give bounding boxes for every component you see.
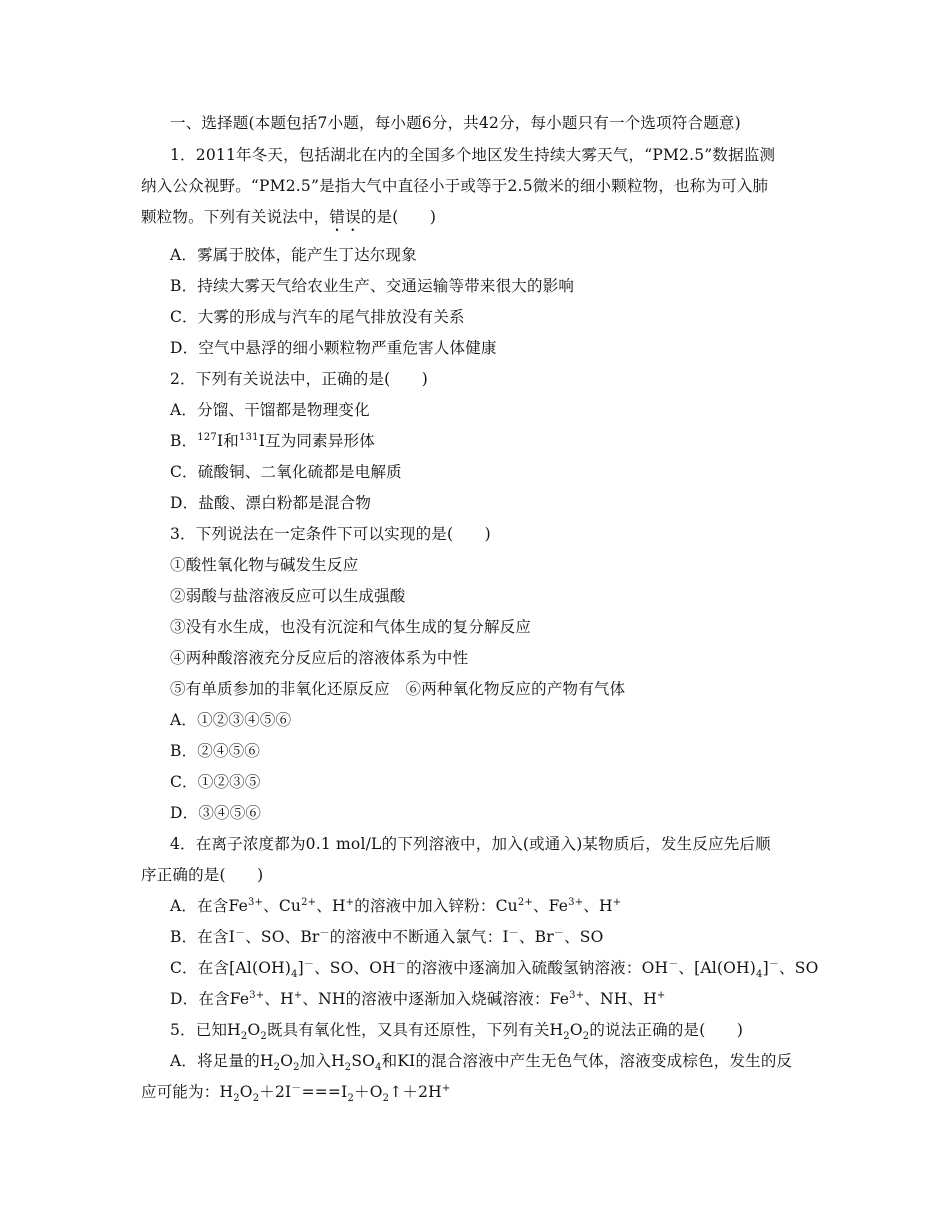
superscript: + [293, 989, 303, 1001]
formula-text-fragment: ↑＋2H [389, 1083, 442, 1101]
superscript: + [612, 896, 622, 908]
q4-option-a [170, 896, 621, 916]
q3-option-a: A．①②③④⑤⑥ [170, 711, 292, 729]
q1-emphasis-word: 错误 [329, 208, 361, 226]
formula-text-fragment: 、NH、H [584, 990, 657, 1008]
formula-text-fragment: O [247, 1021, 261, 1039]
formula-text-fragment: D．在含Fe [170, 990, 250, 1008]
formula-text-fragment: 、SO [564, 928, 604, 946]
subscript: 2 [563, 1031, 570, 1043]
q3-option-d: D．③④⑤⑥ [170, 804, 262, 822]
section-header: 一、选择题(本题包括7小题，每小题6分，共42分，每小题只有一个选项符合题意) [170, 114, 741, 132]
formula-text-fragment: 的溶液中逐滴加入硫酸氢钠溶液：OH [406, 959, 669, 977]
formula-text-fragment: O [239, 1083, 253, 1101]
subscript: 4 [375, 1062, 382, 1074]
q3-stem: 3．下列说法在一定条件下可以实现的是( ) [170, 525, 491, 543]
q1-stem-line-2: 纳入公众视野。“PM2.5”是指大气中直径小于或等于2.5微米的细小颗粒物，也称为可入肺 [141, 177, 769, 195]
superscript: － [768, 958, 780, 970]
formula-text-fragment: 、SO、Br [245, 928, 320, 946]
q2-option-b-text-end: I互为同素异形体 [258, 432, 375, 450]
subscript: 4 [756, 969, 763, 981]
q2-option-a: A．分馏、干馏都是物理变化 [170, 401, 370, 419]
q1-stem-text: 颗粒物。下列有关说法中， [141, 208, 330, 226]
q2-option-b-label: B． [170, 432, 198, 450]
formula-text-fragment: 、H [264, 990, 294, 1008]
subscript: 2 [252, 1093, 260, 1105]
formula-text-fragment: 、H [583, 897, 613, 915]
formula-text-fragment: ＋2I [259, 1083, 292, 1101]
q2-option-d: D．盐酸、漂白粉都是混合物 [170, 494, 372, 512]
subscript: 2 [240, 1031, 248, 1043]
formula-text-fragment: ] [762, 959, 769, 977]
formula-text-fragment: C．在含[Al(OH) [170, 959, 292, 977]
formula-text-fragment: 5．已知H [170, 1021, 241, 1039]
formula-text-fragment: 、Cu [263, 897, 302, 915]
formula-text-fragment: 的溶液中加入锌粉：Cu [354, 897, 518, 915]
q4-stem-line-2: 序正确的是( ) [141, 866, 264, 884]
subscript: 4 [291, 969, 298, 981]
formula-text-fragment: 、H [316, 897, 346, 915]
q5-stem [170, 1020, 744, 1043]
superscript: + [656, 989, 666, 1001]
q1-option-c: C．大雾的形成与汽车的尾气排放没有关系 [170, 308, 465, 326]
q1-stem-end: 的是( ) [360, 208, 437, 226]
formula-text-fragment: 、SO [779, 959, 819, 977]
q1-stem-line-1: 1．2011年冬天，包括湖北在内的全国多个地区发生持续大雾天气，“PM2.5”数据监测 [170, 146, 776, 164]
q3-option-b: B．②④⑤⑥ [170, 742, 261, 760]
superscript: + [345, 896, 355, 908]
q4-stem-line-1: 4．在离子浓度都为0.1 mol/L的下列溶液中，加入(或通入)某物质后，发生反应先后顺 [170, 835, 771, 853]
formula-text-fragment: 和KI的混合溶液中产生无色气体，溶液变成棕色，发生的反 [381, 1052, 793, 1070]
mass-number-131: 131 [239, 431, 259, 443]
formula-text-fragment: A．在含Fe [170, 897, 248, 915]
formula-text-fragment: 、NH的溶液中逐渐加入烧碱溶液：Fe [302, 990, 570, 1008]
superscript: 2+ [301, 896, 317, 908]
formula-text-fragment: 既具有氧化性，又具有还原性，下列有关H [266, 1021, 564, 1039]
formula-text-fragment: 应可能为：H [141, 1083, 234, 1101]
superscript: 2+ [517, 896, 533, 908]
q1-option-b: B．持续大雾天气给农业生产、交通运输等带来很大的影响 [170, 277, 575, 295]
superscript: － [319, 927, 330, 939]
subscript: 2 [260, 1031, 267, 1043]
subscript: 2 [582, 1031, 590, 1043]
q4-option-b [170, 927, 604, 947]
q5-option-a-line-1 [170, 1051, 793, 1074]
subscript: 2 [344, 1062, 352, 1074]
formula-text-fragment: 加入H [299, 1052, 345, 1070]
superscript: － [553, 927, 565, 939]
q3-item-5-6: ⑤有单质参加的非氧化还原反应 ⑥两种氧化物反应的产物有气体 [170, 680, 626, 698]
formula-text-fragment: 、SO、OH [314, 959, 396, 977]
formula-text-fragment: 、Fe [532, 897, 569, 915]
q1-stem-line-3 [141, 207, 436, 235]
formula-text-fragment: SO [351, 1052, 376, 1070]
formula-text-fragment: B．在含I [170, 928, 236, 946]
mass-number-127: 127 [197, 431, 217, 443]
subscript: 2 [293, 1062, 300, 1074]
superscript: 3+ [569, 989, 585, 1001]
superscript: － [508, 927, 519, 939]
q2-option-b-text: I和 [216, 432, 240, 450]
q3-option-c: C．①②③⑤ [170, 773, 261, 791]
subscript: 2 [347, 1093, 355, 1105]
superscript: － [303, 958, 315, 970]
q3-item-4: ④两种酸溶液充分反应后的溶液体系为中性 [170, 649, 469, 667]
formula-text-fragment: A．将足量的H [170, 1052, 274, 1070]
formula-text-fragment: 、[Al(OH) [678, 959, 757, 977]
formula-text-fragment: O [569, 1021, 583, 1039]
formula-text-fragment: ] [297, 959, 304, 977]
superscript: － [668, 958, 679, 970]
q2-stem: 2．下列有关说法中，正确的是( ) [170, 370, 429, 388]
formula-text-fragment: 的说法正确的是( ) [589, 1021, 744, 1039]
superscript: － [395, 958, 407, 970]
subscript: 2 [273, 1062, 281, 1074]
q4-option-d [170, 989, 666, 1009]
formula-text-fragment: 的溶液中不断通入氯气：I [329, 928, 509, 946]
superscript: + [441, 1082, 451, 1094]
q3-item-3: ③没有水生成，也没有沉淀和气体生成的复分解反应 [170, 618, 532, 636]
formula-text-fragment: ===I [301, 1083, 348, 1101]
q3-item-2: ②弱酸与盐溶液反应可以生成强酸 [170, 587, 406, 605]
q4-option-c [170, 958, 819, 981]
q2-option-b [170, 431, 375, 451]
superscript: － [235, 927, 246, 939]
subscript: 2 [382, 1093, 390, 1105]
superscript: 3+ [249, 989, 265, 1001]
superscript: 3+ [247, 896, 264, 908]
q1-option-d: D．空气中悬浮的细小颗粒物严重危害人体健康 [170, 339, 497, 357]
superscript: － [291, 1082, 302, 1094]
superscript: 3+ [568, 896, 584, 908]
formula-text-fragment: 、Br [518, 928, 554, 946]
formula-text-fragment: O [280, 1052, 294, 1070]
q1-option-a: A．雾属于胶体，能产生丁达尔现象 [170, 246, 417, 264]
q3-item-1: ①酸性氧化物与碱发生反应 [170, 556, 359, 574]
q5-option-a-line-2 [141, 1082, 451, 1105]
formula-text-fragment: ＋O [354, 1083, 383, 1101]
subscript: 2 [233, 1093, 240, 1105]
q2-option-c: C．硫酸铜、二氧化硫都是电解质 [170, 463, 402, 481]
